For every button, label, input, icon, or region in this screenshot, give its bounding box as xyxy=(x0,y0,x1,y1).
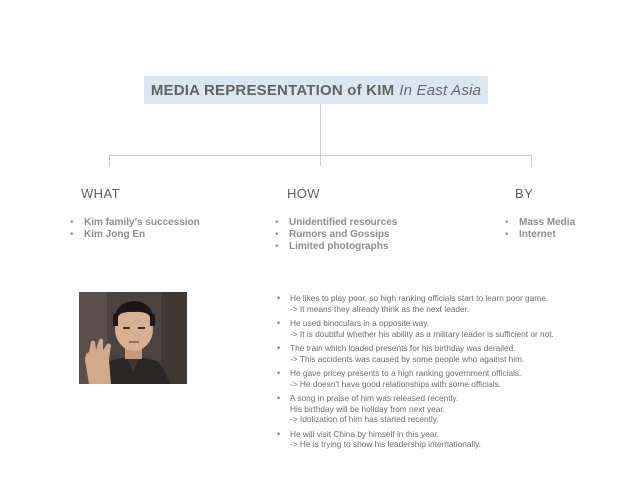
note-text: • A song in praise of him was released recently. xyxy=(290,393,459,403)
note-text: • He gave pricey presents to a high ranking government officials. xyxy=(290,368,522,378)
title-main: MEDIA REPRESENTATION of KIM xyxy=(150,81,395,99)
connector-right-drop xyxy=(531,155,532,167)
notes-list xyxy=(276,293,554,454)
note-text: • He will visit China by himself in this year. xyxy=(290,428,439,439)
list-item: • Unidentified resources xyxy=(275,217,397,229)
how-list xyxy=(275,217,397,253)
note-text: -> He doesn't have good relationships with some officials. xyxy=(290,378,502,389)
heading-how: HOW xyxy=(287,186,320,201)
list-item: • Rumors and Gossips xyxy=(275,229,397,241)
note-item xyxy=(276,393,554,425)
heading-what: WHAT xyxy=(81,186,120,201)
list-item: • Kim Jong En xyxy=(70,229,200,241)
note-item xyxy=(276,368,554,389)
list-item: • Limited photographs xyxy=(275,241,397,253)
title-box xyxy=(144,76,488,104)
note-item xyxy=(276,429,554,450)
list-item: • Mass Media xyxy=(505,217,575,229)
by-list xyxy=(505,217,575,241)
title-subtitle: In East Asia xyxy=(399,81,482,99)
note-text: -> He is trying to show his leadership internationally. xyxy=(290,439,481,450)
note-text: • He likes to play poor, so high ranking officials start to learn poor game. xyxy=(290,293,549,303)
note-text: -> Idolization of him has started recently. xyxy=(290,414,439,425)
note-text: • He used binoculars in a opposite way. xyxy=(290,318,430,328)
note-item xyxy=(276,318,554,339)
note-item xyxy=(276,343,554,364)
connector-left-drop xyxy=(109,155,110,167)
what-list xyxy=(70,217,200,241)
connector-stem xyxy=(320,104,321,166)
note-text: His birthday will be holiday from next year. xyxy=(290,403,445,414)
note-text: -> This accidents was caused by some people who against him. xyxy=(290,353,525,364)
note-item xyxy=(276,293,554,314)
note-text: -> It means they already think as the next leader. xyxy=(290,303,470,314)
list-item: • Internet xyxy=(505,229,575,241)
portrait-photo xyxy=(79,292,187,384)
list-item: • Kim family's succession xyxy=(70,217,200,229)
portrait-illustration xyxy=(79,292,187,384)
heading-by: BY xyxy=(515,186,534,201)
note-text: • The train which loaded presents for his birthday was derailed. xyxy=(290,343,516,353)
note-text: -> It is doubtful whether his ability as a military leader is sufficient or not. xyxy=(290,328,554,339)
connector-horizontal xyxy=(109,155,532,156)
